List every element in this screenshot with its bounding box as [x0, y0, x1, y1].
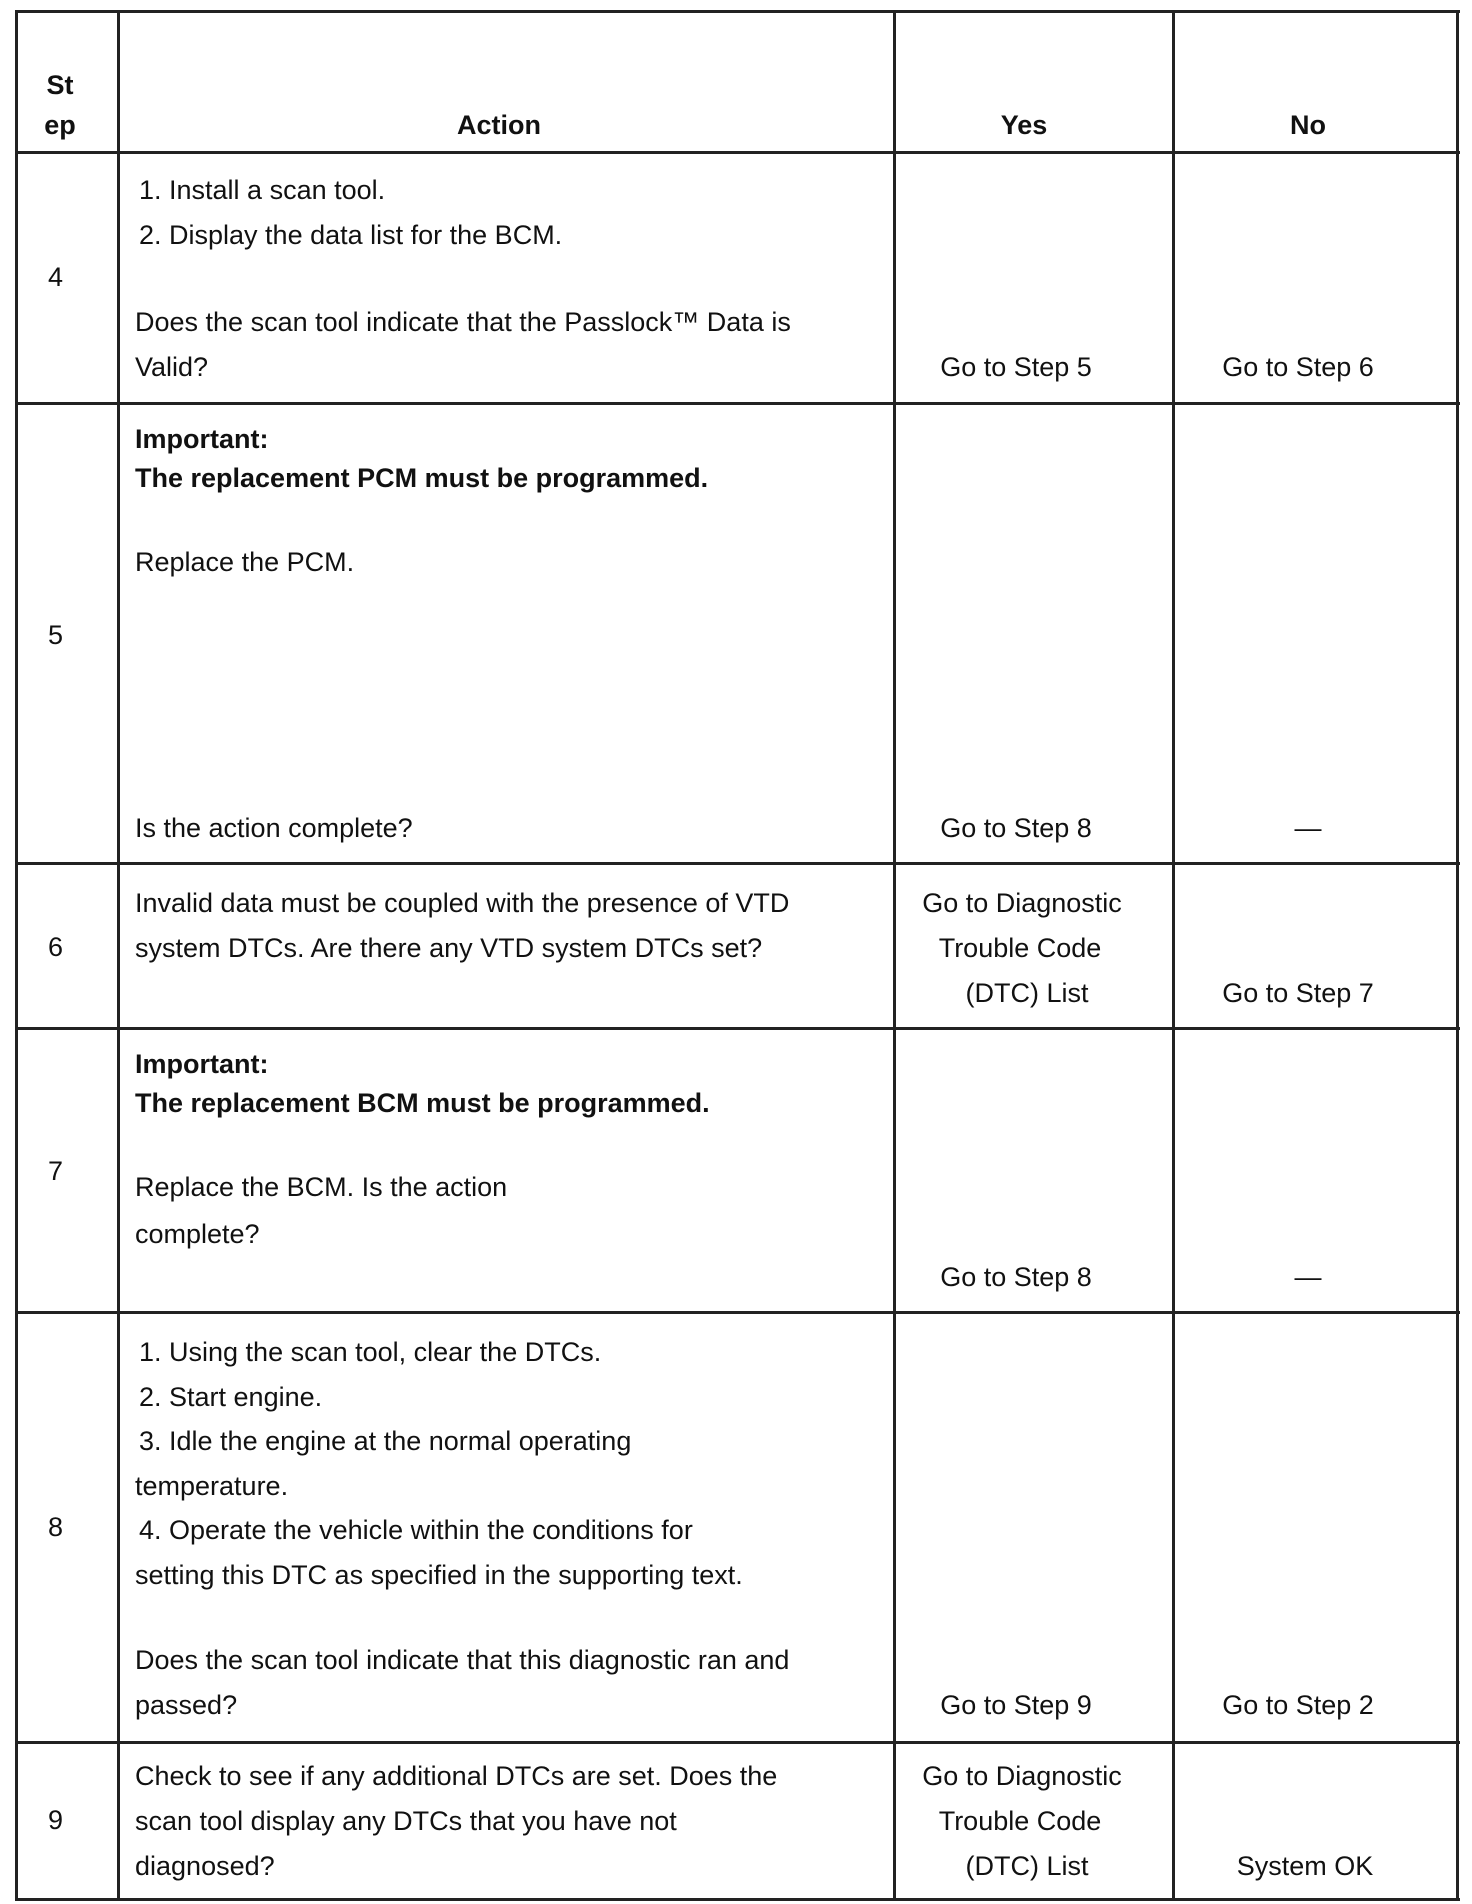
action-line: Replace the BCM. Is the action	[135, 1172, 508, 1202]
action-line: Replace the PCM.	[135, 547, 355, 577]
table-border-bottom	[15, 1898, 1460, 1901]
action-line: 2. Display the data list for the BCM.	[139, 220, 563, 250]
action-line: system DTCs. Are there any VTD system DTCs set?	[135, 933, 763, 963]
no-outcome: Go to Step 7	[1222, 978, 1374, 1008]
row-divider-6	[15, 1027, 1460, 1030]
header-no: No	[1290, 110, 1326, 140]
row-divider-5	[15, 862, 1460, 865]
no-outcome: —	[1294, 813, 1322, 843]
action-line: complete?	[135, 1219, 260, 1249]
action-line: Valid?	[135, 352, 209, 382]
yes-outcome: Go to Step 8	[940, 813, 1092, 843]
step-number: 4	[48, 262, 64, 292]
action-line: setting this DTC as specified in the supporting text.	[135, 1560, 743, 1590]
yes-outcome: Go to Step 9	[940, 1690, 1092, 1720]
action-line: 2. Start engine.	[139, 1382, 323, 1412]
action-line: temperature.	[135, 1471, 289, 1501]
header-action: Action	[457, 110, 541, 140]
yes-outcome-line: Trouble Code	[938, 933, 1102, 963]
step-number: 7	[48, 1156, 64, 1186]
action-line: Invalid data must be coupled with the presence of VTD	[135, 888, 790, 918]
action-line: Check to see if any additional DTCs are set. Does the	[135, 1761, 778, 1791]
yes-outcome-line: (DTC) List	[965, 1851, 1089, 1881]
step-number: 8	[48, 1512, 64, 1542]
column-divider-step	[117, 10, 120, 1900]
action-line: Does the scan tool indicate that the Passlock™ Data is	[135, 307, 791, 337]
action-line: diagnosed?	[135, 1851, 275, 1881]
important-note: The replacement PCM must be programmed.	[135, 463, 709, 493]
column-divider-action	[893, 10, 896, 1900]
action-line: Does the scan tool indicate that this diagnostic ran and	[135, 1645, 790, 1675]
important-label: Important:	[135, 1049, 269, 1079]
no-outcome: Go to Step 6	[1222, 352, 1374, 382]
step-number: 6	[48, 932, 64, 962]
column-divider-yes	[1172, 10, 1175, 1900]
action-line: 1. Install a scan tool.	[139, 175, 386, 205]
header-yes: Yes	[1000, 110, 1048, 140]
yes-outcome-line: Go to Diagnostic	[922, 1761, 1122, 1791]
header-step-line1: St	[46, 70, 74, 100]
table-border-right	[1456, 10, 1459, 1900]
step-number: 5	[48, 620, 64, 650]
table-border-left	[15, 10, 18, 1900]
important-note: The replacement BCM must be programmed.	[135, 1088, 710, 1118]
no-outcome: —	[1294, 1262, 1322, 1292]
action-line: Is the action complete?	[135, 813, 413, 843]
action-line: 3. Idle the engine at the normal operating	[139, 1426, 632, 1456]
yes-outcome-line: (DTC) List	[965, 978, 1089, 1008]
action-line: scan tool display any DTCs that you have not	[135, 1806, 677, 1836]
step-number: 9	[48, 1805, 64, 1835]
no-outcome: Go to Step 2	[1222, 1690, 1374, 1720]
row-divider-8	[15, 1741, 1460, 1744]
table-border-top	[15, 10, 1460, 13]
header-divider	[15, 151, 1460, 154]
action-line: 4. Operate the vehicle within the conditions for	[139, 1515, 693, 1545]
row-divider-7	[15, 1311, 1460, 1314]
yes-outcome: Go to Step 5	[940, 352, 1092, 382]
yes-outcome-line: Go to Diagnostic	[922, 888, 1122, 918]
yes-outcome: Go to Step 8	[940, 1262, 1092, 1292]
header-step-line2: ep	[44, 110, 76, 140]
yes-outcome-line: Trouble Code	[938, 1806, 1102, 1836]
important-label: Important:	[135, 424, 269, 454]
action-line: passed?	[135, 1690, 238, 1720]
no-outcome: System OK	[1236, 1851, 1374, 1881]
action-line: 1. Using the scan tool, clear the DTCs.	[139, 1337, 602, 1367]
row-divider-4	[15, 402, 1460, 405]
